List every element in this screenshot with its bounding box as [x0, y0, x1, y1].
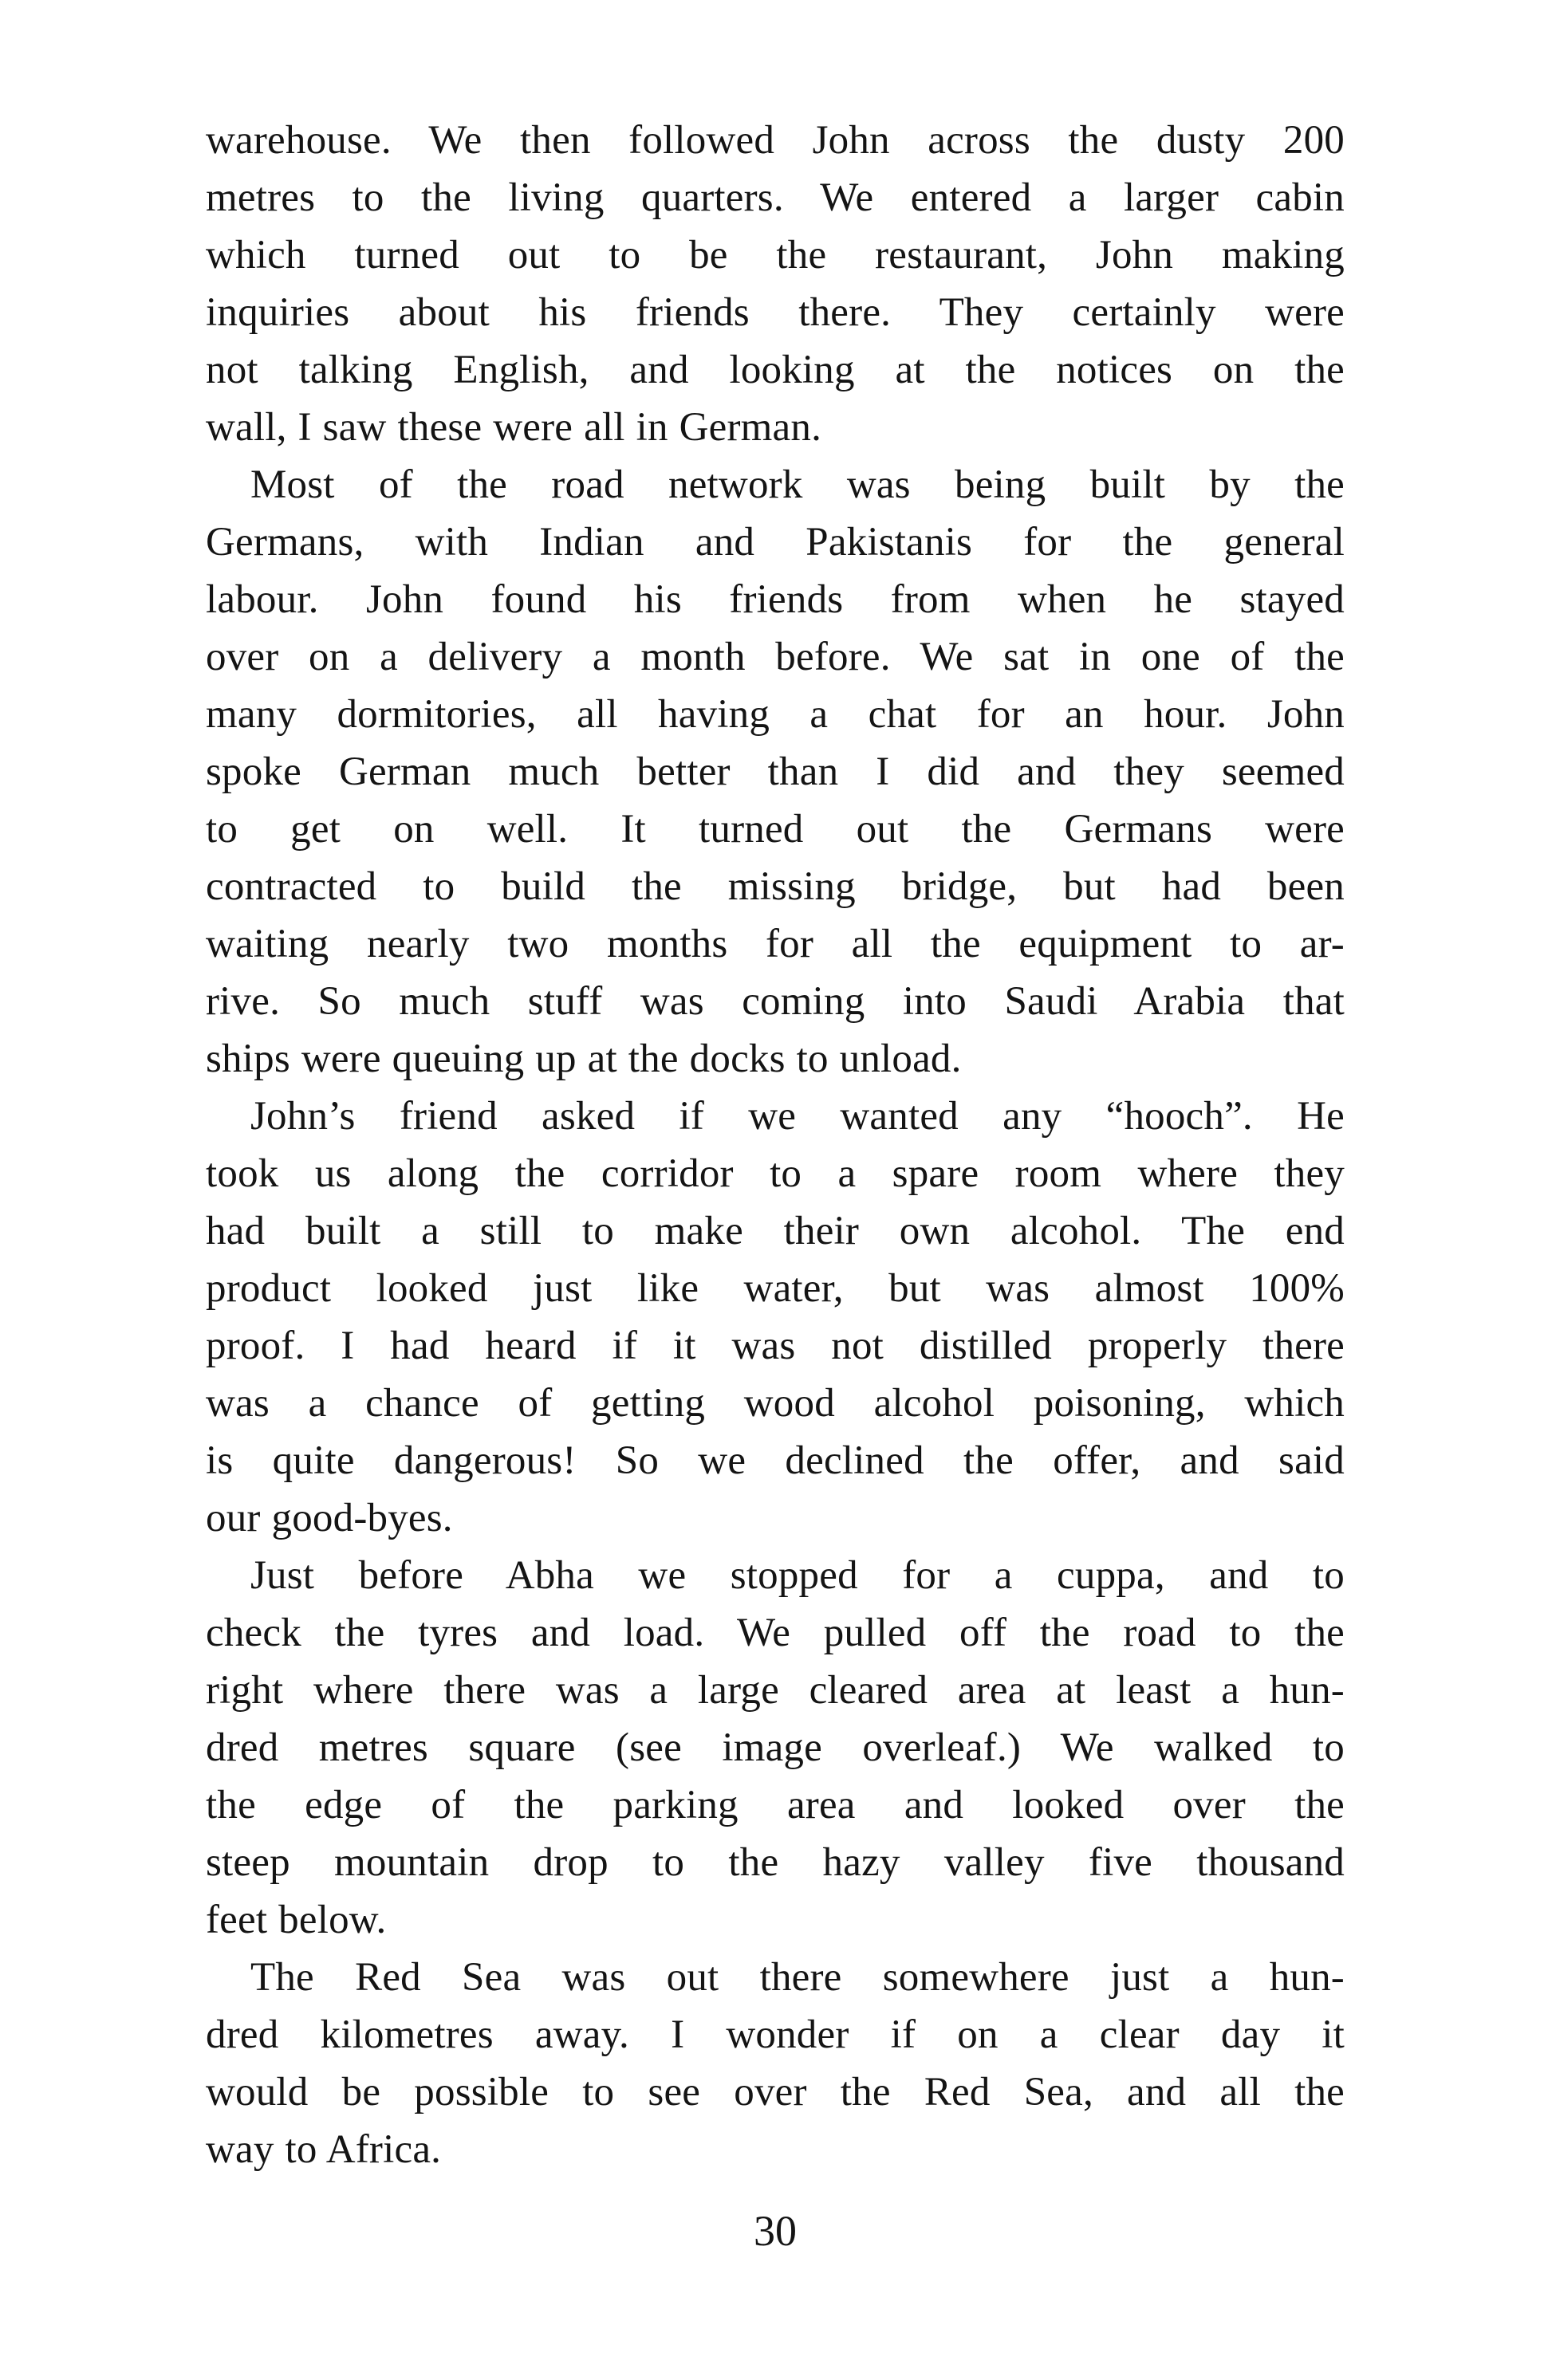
text-line: right where there was a large cleared area at least a hun-	[206, 1668, 1345, 1713]
text-line: over on a delivery a month before. We sat in one of the	[206, 635, 1345, 679]
text-line: warehouse. We then followed John across the dusty 200	[206, 118, 1345, 163]
text-line: product looked just like water, but was almost 100%	[206, 1266, 1345, 1311]
text-line: The Red Sea was out there somewhere just a hun-	[250, 1955, 1345, 2000]
text-line: would be possible to see over the Red Sea, and all the	[206, 2070, 1345, 2114]
text-line: check the tyres and load. We pulled off the road to the	[206, 1611, 1345, 1655]
text-line: Just before Abha we stopped for a cuppa, and to	[250, 1553, 1345, 1598]
text-line: is quite dangerous! So we declined the offer, and said	[206, 1438, 1345, 1483]
text-line: waiting nearly two months for all the equipment to ar-	[206, 922, 1345, 966]
text-line: Most of the road network was being built by the	[250, 462, 1345, 507]
page-number: 30	[754, 2207, 797, 2255]
paragraph	[206, 112, 1345, 456]
text-line: which turned out to be the restaurant, John making	[206, 233, 1345, 277]
text-line: to get on well. It turned out the Germans were	[206, 807, 1345, 852]
text-line: feet below.	[206, 1898, 387, 1942]
text-line: spoke German much better than I did and they seemed	[206, 749, 1345, 794]
paragraph	[206, 1949, 1345, 2178]
text-line: was a chance of getting wood alcohol poisoning, which	[206, 1381, 1345, 1426]
text-line: the edge of the parking area and looked over the	[206, 1783, 1345, 1827]
text-block	[206, 112, 1345, 2178]
text-line: many dormitories, all having a chat for an hour. John	[206, 692, 1345, 737]
paragraph	[206, 456, 1345, 1088]
text-line: inquiries about his friends there. They certainly were	[206, 290, 1345, 335]
text-line: had built a still to make their own alcohol. The end	[206, 1209, 1345, 1253]
text-line: not talking English, and looking at the notices on the	[206, 348, 1345, 392]
text-line: John’s friend asked if we wanted any “hooch”. He	[250, 1094, 1345, 1139]
text-line: proof. I had heard if it was not distilled properly there	[206, 1324, 1345, 1368]
text-line: dred metres square (see image overleaf.) We walked to	[206, 1725, 1345, 1770]
text-line: Germans, with Indian and Pakistanis for the general	[206, 520, 1345, 565]
text-line: metres to the living quarters. We entered a larger cabin	[206, 175, 1345, 220]
text-line: contracted to build the missing bridge, but had been	[206, 864, 1345, 909]
text-line: wall, I saw these were all in German.	[206, 405, 822, 450]
text-line: labour. John found his friends from when he stayed	[206, 577, 1345, 622]
text-line: ships were queuing up at the docks to unload.	[206, 1037, 962, 1081]
paragraph	[206, 1547, 1345, 1949]
text-line: steep mountain drop to the hazy valley five thousand	[206, 1840, 1345, 1885]
text-line: rive. So much stuff was coming into Saudi Arabia that	[206, 979, 1345, 1024]
paragraph	[206, 1088, 1345, 1547]
text-line: dred kilometres away. I wonder if on a clear day it	[206, 2012, 1345, 2057]
text-line: our good-byes.	[206, 1496, 453, 1540]
text-line: took us along the corridor to a spare room where they	[206, 1151, 1345, 1196]
text-line: way to Africa.	[206, 2127, 442, 2172]
